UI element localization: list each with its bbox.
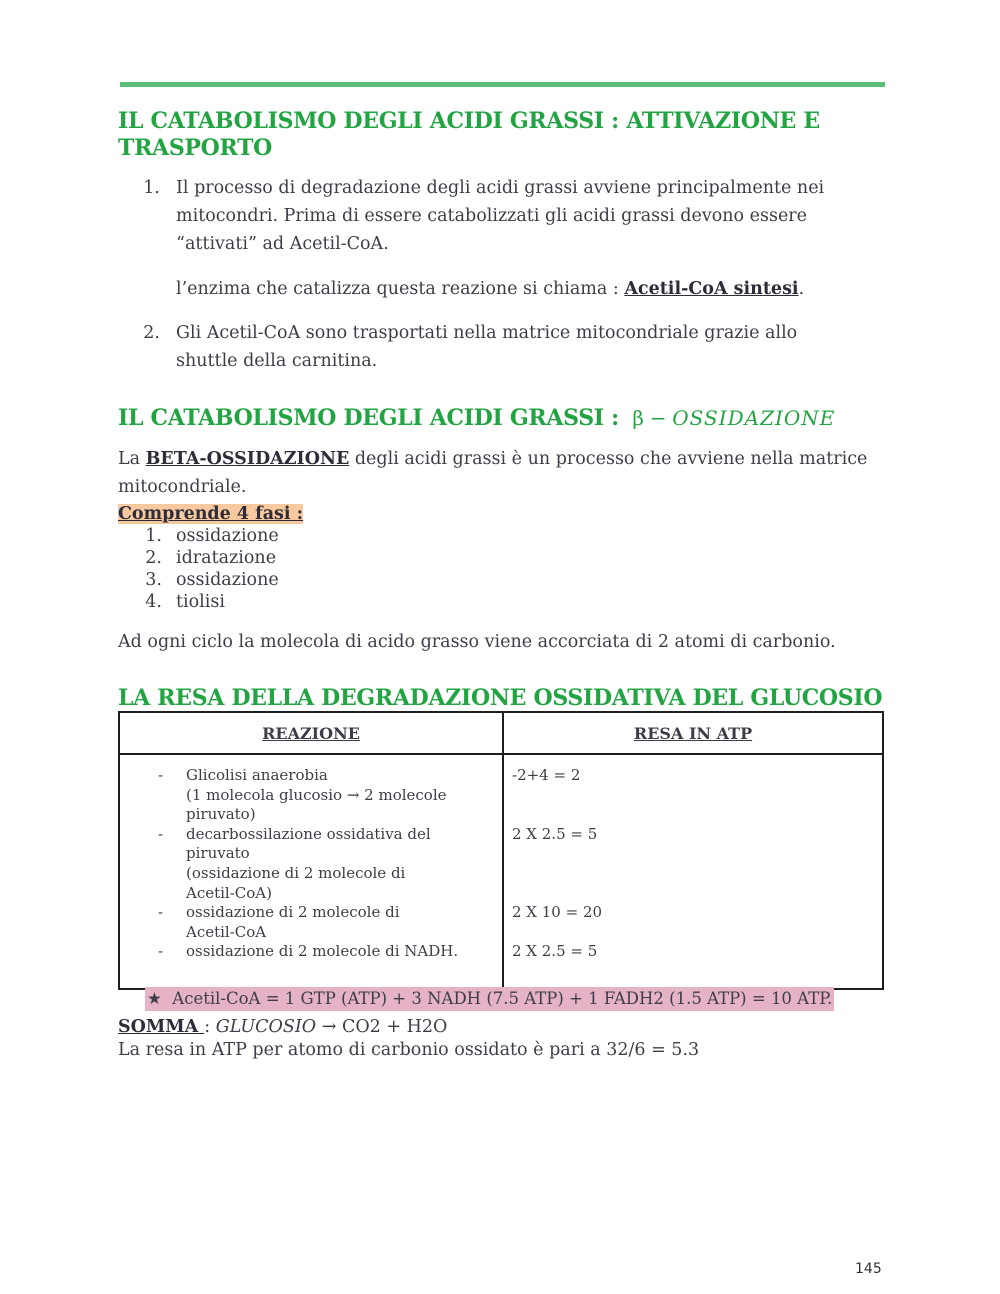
acetyl-coa-note (145, 987, 834, 1011)
math-word: OSSIDAZIONE (672, 406, 836, 430)
phase-number: 4. (145, 592, 162, 612)
intro-prefix: La (118, 449, 146, 469)
section-title-glucose-yield: LA RESA DELLA DEGRADAZIONE OSSIDATIVA DEL GLUCOSIO (118, 685, 883, 711)
intro-bold-term: BETA-OSSIDAZIONE (145, 449, 350, 469)
table-row (119, 754, 883, 989)
reaction-text (186, 903, 486, 942)
reaction-line: (1 molecola glucosio → 2 molecole (186, 785, 447, 804)
phase-item: idratazione (176, 548, 277, 568)
list-number: 1. (143, 178, 160, 198)
minus-symbol: − (649, 406, 667, 430)
list-item-degradation (176, 174, 824, 258)
section-title-beta-oxidation (118, 405, 835, 432)
phase-item: ossidazione (176, 526, 279, 546)
reaction-cell (119, 754, 503, 989)
reaction-line: Glicolisi anaerobia (186, 766, 328, 784)
text-line: mitocondri. Prima di essere catabolizzati gli acidi grassi devono essere (176, 206, 808, 226)
intro-line-2: mitocondriale. (118, 477, 247, 497)
somma-label: SOMMA (118, 1017, 205, 1037)
yield-table (118, 711, 884, 990)
phases-label (118, 503, 303, 525)
reaction-line: ossidazione di 2 molecole di NADH. (186, 942, 459, 961)
phases-label-text: Comprende 4 fasi : (118, 504, 304, 524)
yield-value: 2 X 2.5 = 5 (512, 824, 598, 843)
text-line: Gli Acetil-CoA sono trasportati nella matrice mitocondriale grazie allo (176, 323, 798, 343)
yield-value: 2 X 10 = 20 (512, 903, 603, 922)
phase-number: 1. (145, 526, 162, 546)
table-header-row (119, 712, 883, 754)
bullet-dash: - (158, 942, 164, 961)
reaction-line: decarbossilazione ossidativa del (186, 824, 431, 843)
enzyme-prefix: l’enzima che catalizza questa reazione si chiama : (176, 279, 625, 299)
phase-item: tiolisi (176, 592, 225, 612)
yield-value: 2 X 2.5 = 5 (512, 942, 598, 961)
reaction-line: (ossidazione di 2 molecole di (186, 863, 406, 882)
somma-line (118, 1016, 447, 1038)
final-yield-line: La resa in ATP per atomo di carbonio ossidato è pari a 32/6 = 5.3 (118, 1040, 700, 1060)
list-number: 2. (143, 323, 160, 343)
reaction-line: piruvato (186, 844, 250, 863)
text-line: Il processo di degradazione degli acidi grassi avviene principalmente nei (176, 178, 825, 198)
reaction-line: ossidazione di 2 molecole di (186, 903, 400, 922)
yield-value: -2+4 = 2 (512, 766, 581, 784)
star-icon: ★ (147, 989, 162, 1008)
reaction-line: piruvato) (186, 805, 256, 824)
cycle-note: Ad ogni ciclo la molecola di acido grasso viene accorciata di 2 atomi di carbonio. (118, 632, 836, 652)
bullet-dash: - (158, 824, 164, 843)
phase-number: 2. (145, 548, 162, 568)
title-line-1: IL CATABOLISMO DEGLI ACIDI GRASSI : ATTIVAZIONE E (118, 108, 820, 134)
somma-colon: : (204, 1017, 216, 1037)
intro-suffix: degli acidi grassi è un processo che avviene nella matrice (349, 449, 868, 469)
section-title-activation (118, 108, 820, 162)
enzyme-name: Acetil-CoA sintesi (624, 279, 799, 299)
column-header-yield: RESA IN ATP (503, 712, 883, 754)
beta-oxidation-intro (118, 445, 867, 501)
star-note-text: Acetil-CoA = 1 GTP (ATP) + 3 NADH (7.5 ATP) + 1 FADH2 (1.5 ATP) = 10 ATP. (172, 989, 833, 1008)
reaction-text (186, 942, 486, 962)
reaction-text (186, 825, 486, 903)
bullet-dash: - (158, 903, 164, 922)
phase-item: ossidazione (176, 570, 279, 590)
title-text: IL CATABOLISMO DEGLI ACIDI GRASSI : (118, 405, 619, 431)
top-divider-rule (120, 82, 885, 87)
glucosio-text: GLUCOSIO (215, 1017, 317, 1037)
text-line: shuttle della carnitina. (176, 351, 378, 371)
reaction-line: Acetil-CoA (186, 922, 267, 941)
phase-number: 3. (145, 570, 162, 590)
reaction-text (186, 766, 486, 825)
title-math (626, 406, 835, 430)
list-item-transport (176, 319, 797, 375)
reaction-line: Acetil-CoA) (186, 883, 272, 902)
beta-symbol: β (632, 406, 644, 430)
column-header-reaction: REAZIONE (119, 712, 503, 754)
title-line-2: TRASPORTO (118, 135, 273, 161)
yield-cell (503, 754, 883, 989)
bullet-dash: - (158, 766, 164, 784)
enzyme-suffix: . (798, 279, 805, 299)
page-number: 145 (855, 1261, 882, 1277)
enzyme-sentence (176, 275, 804, 303)
somma-equation: → CO2 + H2O (316, 1017, 448, 1037)
text-line: “attivati” ad Acetil-CoA. (176, 234, 389, 254)
